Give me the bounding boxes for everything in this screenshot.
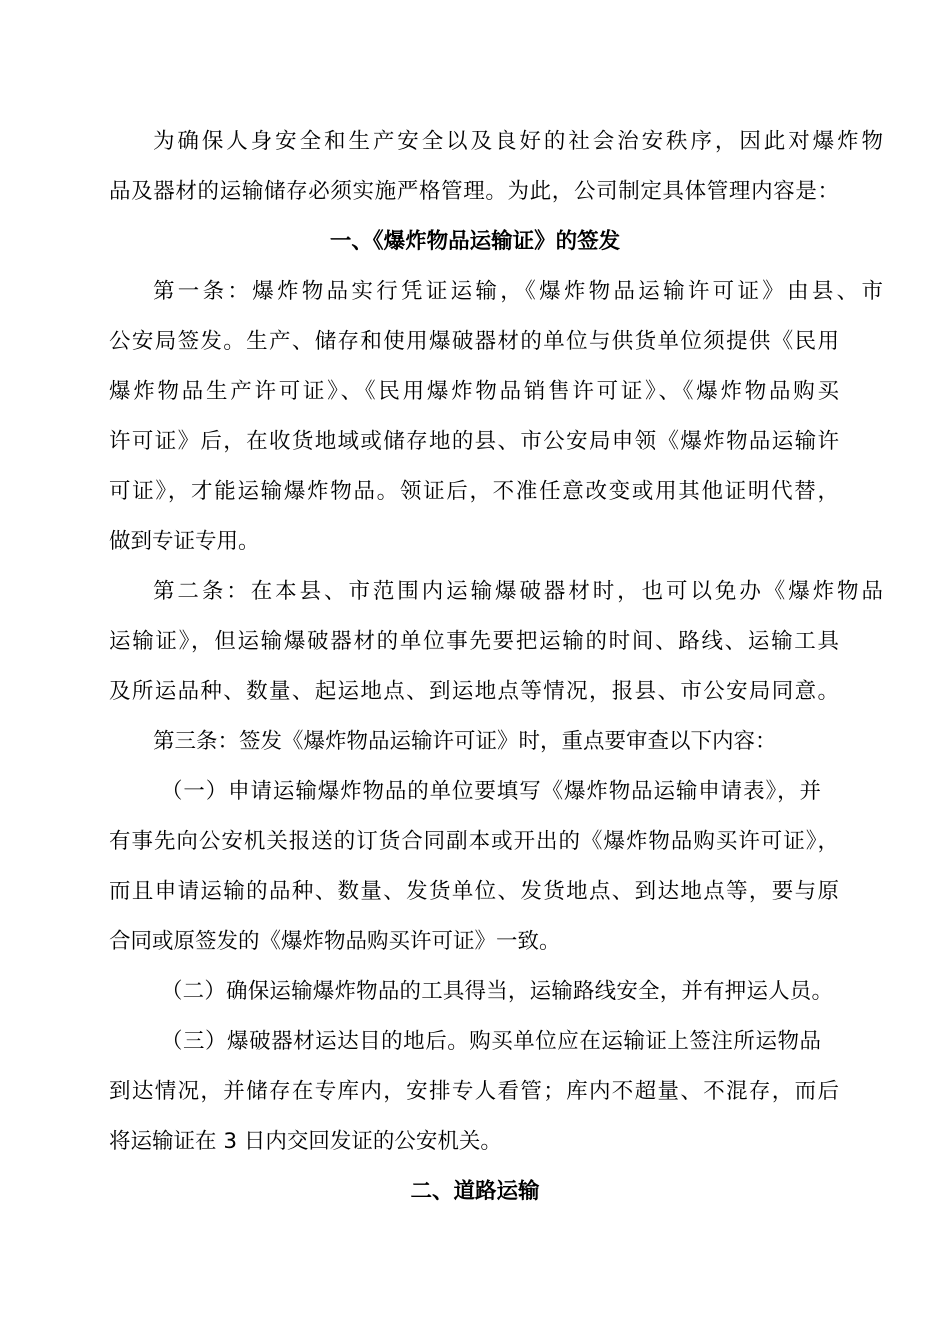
item-3-line-2: 到达情况，并储存在专库内，安排专人看管；库内不超量、不混存，而后 [109, 1079, 839, 1104]
item-1-line-4: 合同或原签发的《爆炸物品购买许可证》一致。 [109, 929, 561, 954]
article-1-line-6: 做到专证专用。 [109, 529, 260, 554]
article-1-line-1: 第一条：爆炸物品实行凭证运输，《爆炸物品运输许可证》由县、市 [153, 279, 883, 304]
article-1-line-2: 公安局签发。生产、储存和使用爆破器材的单位与供货单位须提供《民用 [109, 329, 839, 354]
intro-line-1: 为确保人身安全和生产安全以及良好的社会治安秩序，因此对爆炸物 [153, 129, 883, 154]
article-3-line-1: 第三条：签发《爆炸物品运输许可证》时，重点要审查以下内容： [153, 729, 777, 754]
item-3-line-3: 将运输证在 3 日内交回发证的公安机关。 [109, 1129, 502, 1154]
intro-line-2: 品及器材的运输储存必须实施严格管理。为此，公司制定具体管理内容是： [109, 179, 839, 204]
article-1-line-3: 爆炸物品生产许可证》、《民用爆炸物品销售许可证》、《爆炸物品购买 [109, 379, 839, 404]
section-2-title: 二、道路运输 [410, 1179, 540, 1204]
section-1-title: 一、《爆炸物品运输证》的签发 [329, 229, 621, 254]
item-1-line-1: （一）申请运输爆炸物品的单位要填写《爆炸物品运输申请表》，并 [161, 779, 821, 804]
article-1-line-5: 可证》，才能运输爆炸物品。领证后，不准任意改变或用其他证明代替， [109, 479, 839, 504]
item-1-line-2: 有事先向公安机关报送的订货合同副本或开出的《爆炸物品购买许可证》， [109, 829, 839, 854]
article-2-line-2: 运输证》，但运输爆破器材的单位事先要把运输的时间、路线、运输工具 [109, 629, 839, 654]
item-1-line-3: 而且申请运输的品种、数量、发货单位、发货地点、到达地点等，要与原 [109, 879, 839, 904]
article-2-line-3: 及所运品种、数量、起运地点、到运地点等情况，报县、市公安局同意。 [109, 679, 839, 704]
article-2-line-1: 第二条：在本县、市范围内运输爆破器材时，也可以免办《爆炸物品 [153, 579, 883, 604]
item-2-line-1: （二）确保运输爆炸物品的工具得当，运输路线安全，并有押运人员。 [161, 979, 833, 1004]
item-3-line-1: （三）爆破器材运达目的地后。购买单位应在运输证上签注所运物品 [161, 1029, 821, 1054]
article-1-line-4: 许可证》后，在收货地域或储存地的县、市公安局申领《爆炸物品运输许 [109, 429, 839, 454]
